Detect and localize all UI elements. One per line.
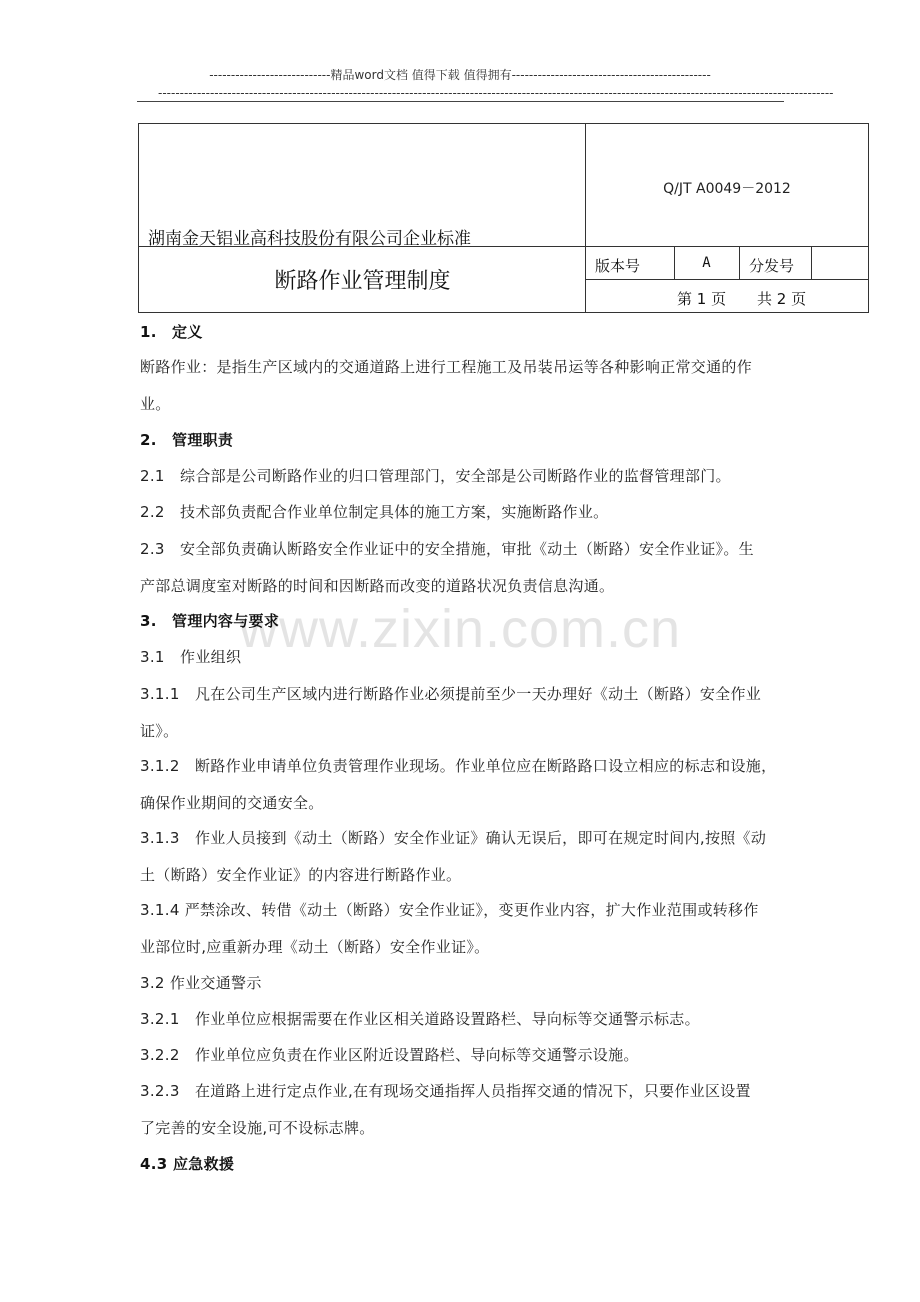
page-number: 第 1 页 xyxy=(677,290,727,308)
table-divider xyxy=(739,246,740,279)
section-heading: 3. 管理内容与要求 xyxy=(140,612,280,630)
section-heading: 4.3 应急救援 xyxy=(140,1155,235,1173)
paragraph: 3.1.3 作业人员接到《动土（断路）安全作业证》确认无误后，即可在规定时间内,按照《动 土（断路）安全作业证》的内容进行断路作业。 xyxy=(140,829,767,884)
company-standard-name: 湖南金天铝业高科技股份有限公司企业标准 xyxy=(148,229,471,249)
watermark: www.zixin.com.cn xyxy=(238,599,682,659)
header-rule xyxy=(137,101,784,102)
standard-number: Q/JT A0049－2012 xyxy=(663,181,791,197)
paragraph: 3.1 作业组织 xyxy=(140,648,242,666)
table-divider xyxy=(811,246,812,279)
issue-label: 分发号 xyxy=(749,257,795,275)
section-heading: 1. 定义 xyxy=(140,323,203,341)
paragraph: 3.1.1 凡在公司生产区域内进行断路作业必须提前至少一天办理好《动土（断路）安全作业 证》。 xyxy=(140,685,762,740)
paragraph: 2.1 综合部是公司断路作业的归口管理部门，安全部是公司断路作业的监督管理部门。 xyxy=(140,467,731,485)
header-banner: ----------------------------精品word文档 值得下载 值得拥有---------------------------------------------- xyxy=(209,68,711,82)
version-value: A xyxy=(702,255,711,271)
paragraph: 3.1.2 断路作业申请单位负责管理作业现场。作业单位应在断路路口设立相应的标志和设施， 确保作业期间的交通安全。 xyxy=(140,757,777,812)
paragraph: 断路作业：是指生产区域内的交通道路上进行工程施工及吊装吊运等各种影响正常交通的作 业。 xyxy=(140,358,753,413)
page-total: 共 2 页 xyxy=(757,290,807,308)
paragraph: 3.2 作业交通警示 xyxy=(140,974,262,992)
table-divider xyxy=(586,279,868,280)
paragraph: 3.2.1 作业单位应根据需要在作业区相关道路设置路栏、导向标等交通警示标志。 xyxy=(140,1010,700,1028)
paragraph: 3.2.2 作业单位应负责在作业区附近设置路栏、导向标等交通警示设施。 xyxy=(140,1046,639,1064)
paragraph: 2.2 技术部负责配合作业单位制定具体的施工方案，实施断路作业。 xyxy=(140,503,609,521)
paragraph: 3.1.4 严禁涂改、转借《动土（断路）安全作业证》，变更作业内容，扩大作业范围或转移作 业部位时,应重新办理《动土（断路）安全作业证》。 xyxy=(140,901,759,956)
version-label: 版本号 xyxy=(595,257,641,275)
paragraph: 3.2.3 在道路上进行定点作业,在有现场交通指挥人员指挥交通的情况下，只要作业区设置 了完善的安全设施,可不设标志牌。 xyxy=(140,1082,751,1137)
header-dash-line: ------------------------------------------------------------------------------------------------------------------------------------------------------------ xyxy=(158,86,834,100)
section-heading: 2. 管理职责 xyxy=(140,431,234,449)
paragraph: 2.3 安全部负责确认断路安全作业证中的安全措施，审批《动土（断路）安全作业证》。生 产部总调度室对断路的时间和因断路而改变的道路状况负责信息沟通。 xyxy=(140,540,754,595)
title-block-table xyxy=(138,123,869,313)
document-title: 断路作业管理制度 xyxy=(274,269,451,294)
